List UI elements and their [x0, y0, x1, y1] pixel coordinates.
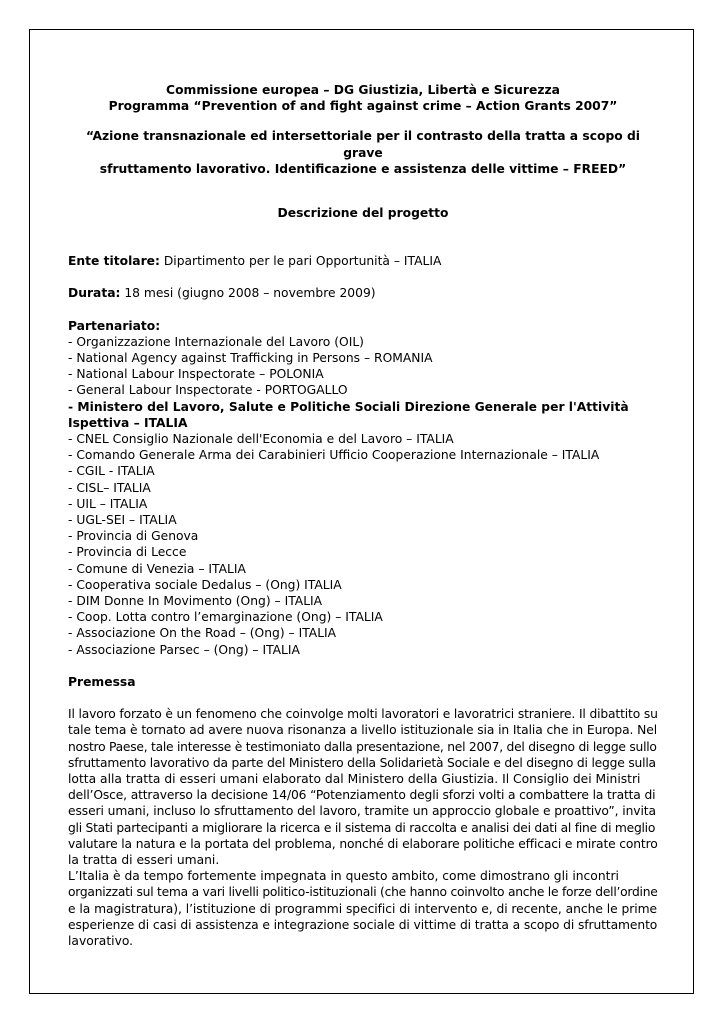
partner-item: - Provincia di Lecce — [68, 545, 187, 560]
text-line: dell’Osce, attraverso la decisione 14/06 “Potenziamento degli sforzi volti a combattere la tratta di — [68, 788, 656, 803]
partner-item: - Provincia di Genova — [68, 529, 199, 544]
partenariato-label: Partenariato: — [68, 318, 161, 333]
partner-item: - UGL-SEI – ITALIA — [68, 513, 177, 528]
partner-item-highlighted-cont: Ispettiva – ITALIA — [68, 415, 188, 430]
partner-item: - National Agency against Trafficking in Persons – ROMANIA — [68, 351, 433, 366]
partner-item-highlighted: - Ministero del Lavoro, Salute e Politiche Sociali Direzione Generale per l'Attività — [68, 399, 629, 414]
premessa-title: Premessa — [68, 674, 136, 689]
document-body — [68, 82, 658, 949]
project-title-line-1: “Azione transnazionale ed intersettoriale per il contrasto della tratta a scopo di grave — [85, 129, 640, 160]
text-line: valutare la natura e la portata del problema, nonché di elaborare politiche efficaci e mirate contro — [68, 836, 658, 851]
partner-item: - DIM Donne In Movimento (Ong) – ITALIA — [68, 594, 323, 609]
text-line: organizzati sul tema a vari livelli politico-istituzionali (che hanno coinvolto anche le forze dell’ordine — [68, 885, 658, 900]
ente-titolare — [68, 253, 658, 269]
partner-item: - CGIL - ITALIA — [68, 464, 155, 479]
premessa-paragraph-1 — [68, 706, 658, 868]
partner-item: - Cooperativa sociale Dedalus – (Ong) ITALIA — [68, 577, 342, 592]
partner-item: - CNEL Consiglio Nazionale dell'Economia e del Lavoro – ITALIA — [68, 432, 454, 447]
durata-value: 18 mesi (giugno 2008 – novembre 2009) — [120, 286, 376, 301]
text-line: la tratta di esseri umani. — [68, 852, 220, 867]
partner-item: - Comando Generale Arma dei Carabinieri Ufficio Cooperazione Internazionale – ITALIA — [68, 448, 600, 463]
durata-label: Durata: — [68, 286, 121, 301]
partner-item: - Associazione On the Road – (Ong) – ITALIA — [68, 626, 337, 641]
text-line: sfruttamento lavorativo da parte del Ministero della Solidarietà Sociale e del disegno di legge sulla — [68, 755, 656, 770]
partner-item: - Associazione Parsec – (Ong) – ITALIA — [68, 642, 300, 657]
ente-value: Dipartimento per le pari Opportunità – ITALIA — [159, 254, 442, 269]
durata — [68, 285, 658, 301]
text-line: lotta alla tratta di esseri umani elaborato dal Ministero della Giustizia. Il Consiglio dei Ministri — [68, 771, 641, 786]
partner-item: - Organizzazione Internazionale del Lavoro (OIL) — [68, 334, 364, 349]
partner-item: - CISL– ITALIA — [68, 480, 151, 495]
section-title: Descrizione del progetto — [277, 206, 449, 221]
text-line: esperienze di casi di assistenza e integrazione sociale di vittime di tratta a scopo di sfruttamento — [68, 917, 658, 932]
partner-item: - National Labour Inspectorate – POLONIA — [68, 367, 324, 382]
text-line: esseri umani, incluso lo sfruttamento del lavoro, tramite un approccio globale e proattivo”, invita — [68, 804, 656, 819]
premessa-paragraph-2 — [68, 868, 658, 949]
partner-item: - General Labour Inspectorate - PORTOGALLO — [68, 383, 348, 398]
partner-item: - Comune di Venezia – ITALIA — [68, 561, 246, 576]
partner-item: - UIL – ITALIA — [68, 496, 148, 511]
header-line-1: Commissione europea – DG Giustizia, Libertà e Sicurezza — [166, 83, 560, 97]
partner-item: - Coop. Lotta contro l’emarginazione (Ong) – ITALIA — [68, 610, 383, 625]
project-title-line-2: sfruttamento lavorativo. Identificazione e assistenza delle vittime – FREED” — [99, 161, 627, 176]
header-line-2: Programma “Prevention of and fight against crime – Action Grants 2007” — [108, 99, 618, 114]
text-line: tale tema è tornato ad avere nuova risonanza a livello istituzionale sia in Italia che in Europa. Nel — [68, 723, 658, 738]
text-line: gli Stati partecipanti a migliorare la ricerca e il sistema di raccolta e analisi dei dati al fine di meglio — [68, 820, 656, 835]
text-line: Il lavoro forzato è un fenomeno che coinvolge molti lavoratori e lavoratrici straniere. Il dibattito su — [68, 707, 658, 722]
text-line: L’Italia è da tempo fortemente impegnata in questo ambito, come dimostrano gli incontri — [68, 869, 619, 884]
ente-label: Ente titolare: — [68, 254, 160, 269]
text-line: lavorativo. — [68, 933, 134, 948]
text-line: e la magistratura), l’istituzione di programmi specifici di intervento e, di recente, anche le prime — [68, 901, 658, 916]
text-line: nostro Paese, tale interesse è testimoniato dalla presentazione, nel 2007, del disegno di legge sullo — [68, 739, 657, 754]
